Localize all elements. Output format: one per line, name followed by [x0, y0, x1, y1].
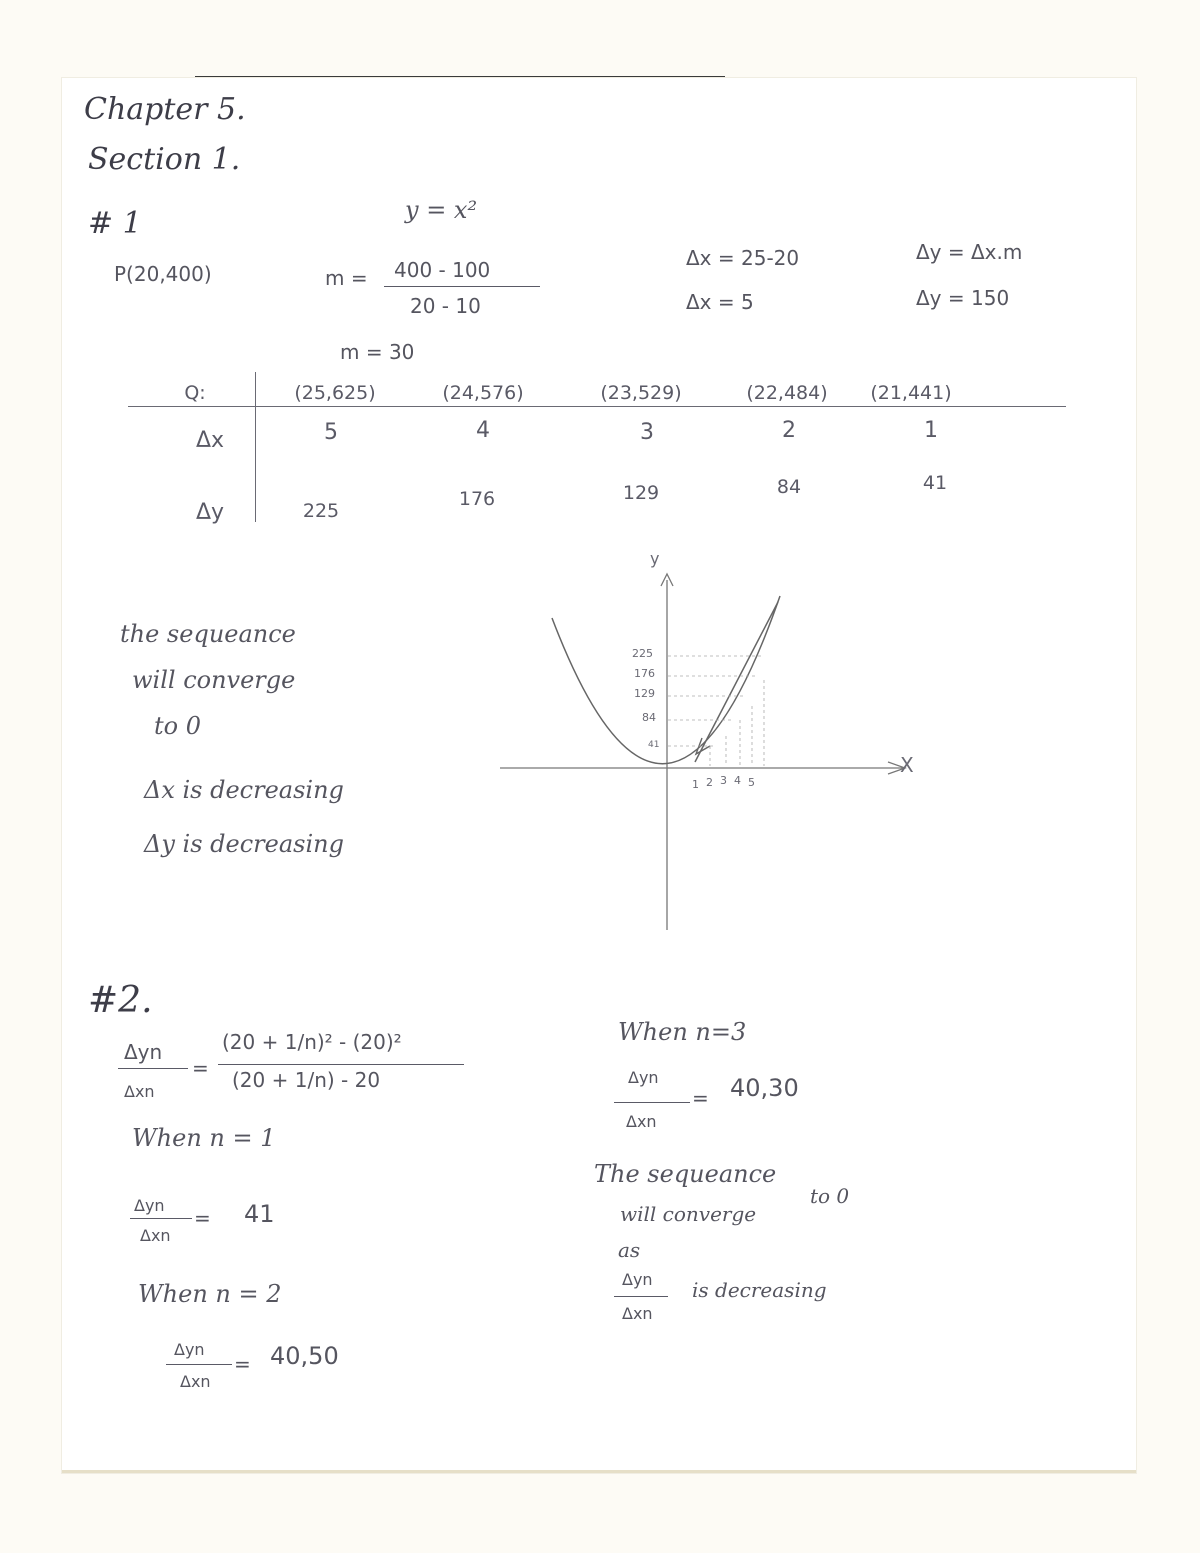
case-n2-value: 40,50: [270, 1342, 339, 1370]
case-n3-frac-denominator: Δxn: [626, 1112, 657, 1131]
x-tick-label: 3: [720, 774, 727, 787]
y-axis-label: y: [650, 549, 660, 568]
conclusion-frac-bar: [614, 1296, 668, 1297]
y-tick-label: 176: [634, 667, 655, 680]
conclusion-line-4: is decreasing: [692, 1278, 827, 1302]
case-n2-label: When n = 2: [138, 1280, 282, 1308]
table-dy-value: 129: [622, 482, 660, 504]
slope-label: m =: [325, 266, 368, 290]
note-line-2: will converge: [132, 666, 296, 694]
dx-calc-line2: Δx = 5: [686, 290, 754, 314]
dx-calc-line1: Δx = 25-20: [686, 246, 800, 270]
point-p: P(20,400): [114, 262, 212, 286]
table-q-point: (22,484): [746, 382, 828, 404]
note-line-1: the sequeance: [120, 620, 296, 648]
secant-line: [695, 602, 778, 762]
x-tick-label: 4: [734, 774, 741, 787]
fraction-lhs-numerator: Δyn: [124, 1040, 163, 1064]
conclusion-line-1: The sequeance: [594, 1160, 777, 1188]
case-n1-value: 41: [244, 1200, 275, 1228]
x-tick-label: 5: [748, 776, 755, 789]
fraction-lhs-bar: [118, 1068, 188, 1069]
fraction-lhs-denominator: Δxn: [124, 1082, 155, 1101]
table-q-point: (21,441): [870, 382, 952, 404]
fraction-equals: =: [192, 1056, 209, 1080]
note-line-5: Δy is decreasing: [144, 830, 344, 858]
y-tick-label: 41: [648, 740, 660, 750]
case-n1-frac-denominator: Δxn: [140, 1226, 171, 1245]
table-dy-value: 41: [922, 472, 948, 494]
conclusion-frac-denominator: Δxn: [622, 1304, 653, 1323]
function-definition: y = x²: [405, 196, 478, 224]
table-dy-value: 176: [458, 488, 496, 510]
section-heading: Section 1.: [88, 142, 241, 177]
case-n1-frac-numerator: Δyn: [134, 1196, 165, 1215]
table-dx-value: 4: [476, 418, 490, 443]
table-dx-value: 5: [324, 420, 338, 445]
case-n2-equals: =: [234, 1352, 251, 1376]
problem-2-number: #2.: [88, 980, 153, 1021]
conclusion-line-3: as: [618, 1238, 641, 1262]
dy-calc-line1: Δy = Δx.m: [916, 240, 1023, 264]
case-n3-value: 40,30: [730, 1074, 799, 1102]
parabola-sketch: [500, 540, 930, 930]
x-axis-label: X: [900, 753, 914, 777]
chapter-heading: Chapter 5.: [84, 92, 246, 127]
x-tick-label: 1: [692, 778, 699, 791]
slope-result: m = 30: [340, 340, 415, 364]
y-tick-label: 84: [642, 711, 656, 724]
fraction-rhs-numerator: (20 + 1/n)² - (20)²: [222, 1030, 402, 1054]
table-q-point: (24,576): [442, 382, 524, 404]
case-n1-equals: =: [194, 1206, 211, 1230]
table-dx-value: 2: [782, 418, 796, 443]
y-tick-label: 129: [634, 687, 655, 700]
conclusion-frac-numerator: Δyn: [622, 1270, 653, 1289]
case-n2-frac-denominator: Δxn: [180, 1372, 211, 1391]
conclusion-line-2b: to 0: [810, 1184, 850, 1208]
dy-calc-line2: Δy = 150: [916, 286, 1010, 310]
case-n3-equals: =: [692, 1086, 709, 1110]
case-n2-frac-numerator: Δyn: [174, 1340, 205, 1359]
fraction-rhs-denominator: (20 + 1/n) - 20: [232, 1068, 381, 1092]
table-row-header-dy: Δy: [195, 500, 225, 525]
slope-numerator: 400 - 100: [394, 258, 491, 282]
case-n3-frac-bar: [614, 1102, 690, 1103]
fraction-rhs-bar: [218, 1064, 464, 1065]
case-n3-label: When n=3: [618, 1018, 747, 1046]
table-dy-value: 84: [776, 476, 802, 498]
problem-1-number: # 1: [88, 206, 142, 241]
table-q-point: (23,529): [600, 382, 682, 404]
slope-fraction-bar: [384, 286, 540, 287]
table-dy-value: 225: [302, 500, 340, 522]
table-horizontal-rule: [128, 406, 1066, 407]
case-n2-frac-bar: [166, 1364, 232, 1365]
table-row-header-dx: Δx: [195, 428, 225, 453]
note-line-4: Δx is decreasing: [144, 776, 344, 804]
table-dx-value: 3: [640, 420, 654, 445]
y-tick-label: 225: [632, 647, 653, 660]
parabola-curve: [552, 596, 780, 764]
table-q-point: (25,625): [294, 382, 376, 404]
conclusion-line-2: will converge: [620, 1202, 757, 1226]
table-row-header-q: Q:: [184, 382, 206, 404]
case-n1-label: When n = 1: [132, 1124, 276, 1152]
note-line-3: to 0: [154, 712, 201, 740]
case-n1-frac-bar: [130, 1218, 192, 1219]
table-dx-value: 1: [924, 418, 938, 443]
x-tick-label: 2: [706, 776, 713, 789]
case-n3-frac-numerator: Δyn: [628, 1068, 659, 1087]
slope-denominator: 20 - 10: [410, 294, 481, 318]
